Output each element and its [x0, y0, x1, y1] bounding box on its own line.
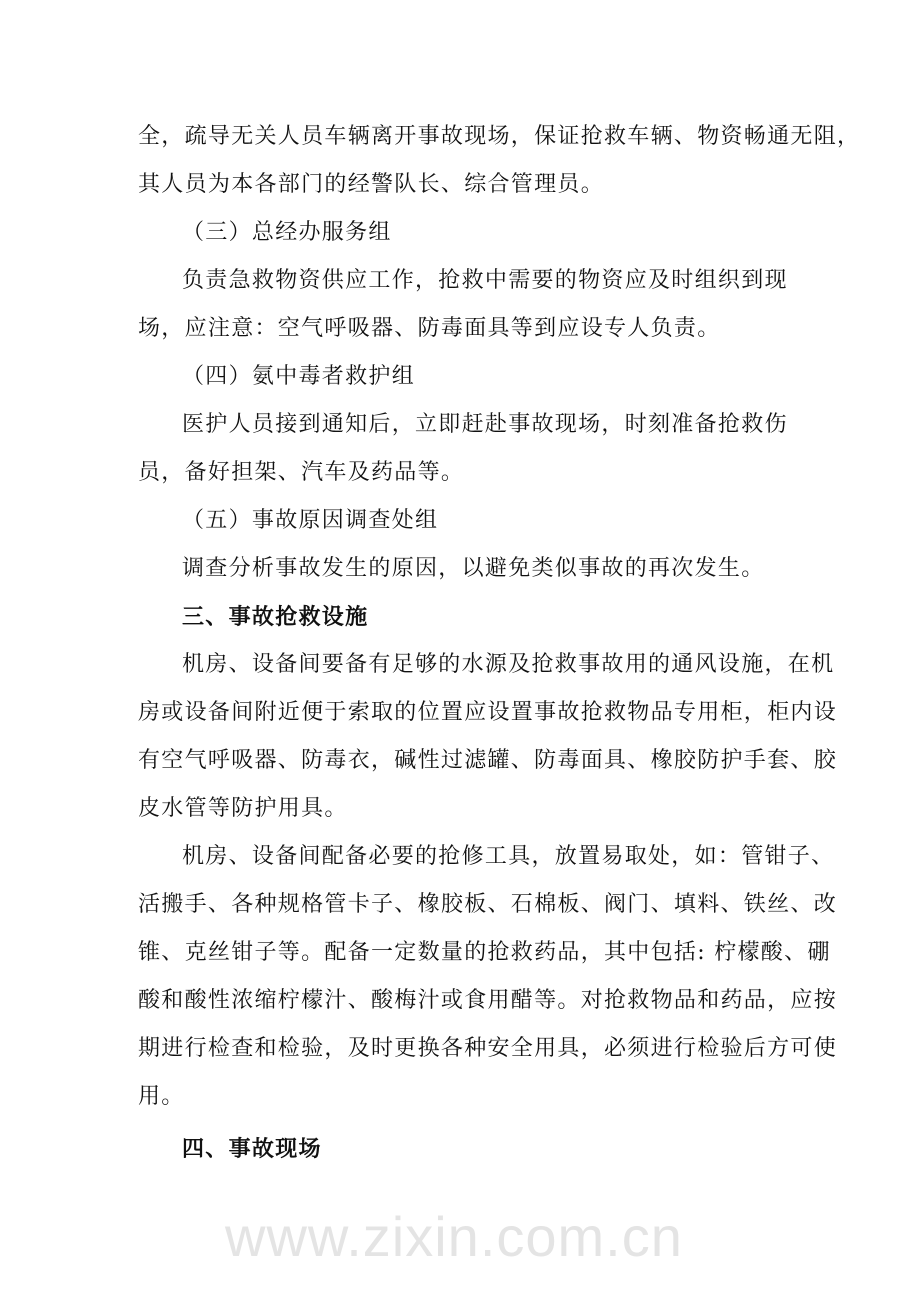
section-heading: 三、事故抢救设施 [182, 604, 369, 630]
paragraph-line: 有空气呼吸器、防毒衣，碱性过滤罐、防毒面具、橡胶防护手套、胶 [138, 748, 838, 773]
subsection-heading: （三）总经办服务组 [182, 220, 392, 245]
paragraph-line: 机房、设备间要备有足够的水源及抢救事故用的通风设施，在机 [182, 652, 835, 677]
paragraph-line: 全，疏导无关人员车辆离开事故现场，保证抢救车辆、物资畅通无阻， [138, 124, 861, 149]
document-page [138, 113, 861, 1173]
paragraph-line: 医护人员接到通知后，立即赶赴事故现场，时刻准备抢救伤 [182, 412, 788, 437]
paragraph-line: 调查分析事故发生的原因，以避免类似事故的再次发生。 [182, 556, 765, 581]
paragraph-line: 房或设备间附近便于索取的位置应设置事故抢救物品专用柜，柜内设 [138, 700, 838, 725]
paragraph-line: 皮水管等防护用具。 [138, 796, 348, 821]
paragraph-line: 机房、设备间配备必要的抢修工具，放置易取处，如：管钳子、 [182, 844, 835, 869]
paragraph-line: 期进行检查和检验，及时更换各种安全用具，必须进行检验后方可使 [138, 1036, 838, 1061]
paragraph-line: 负责急救物资供应工作，抢救中需要的物资应及时组织到现 [182, 268, 788, 293]
paragraph-line: 员，备好担架、汽车及药品等。 [138, 460, 465, 485]
paragraph-line: 用。 [138, 1084, 185, 1109]
paragraph-line: 锥、克丝钳子等。配备一定数量的抢救药品，其中包括: 柠檬酸、硼 [138, 940, 831, 965]
paragraph-line: 酸和酸性浓缩柠檬汁、酸梅汁或食用醋等。对抢救物品和药品，应按 [138, 988, 838, 1013]
subsection-heading: （四）氨中毒者救护组 [182, 364, 416, 389]
subsection-heading: （五）事故原因调查处组 [182, 508, 439, 533]
section-heading: 四、事故现场 [182, 1136, 322, 1162]
watermark: www.zixin.com.cn [225, 1205, 683, 1268]
paragraph-line: 活搬手、各种规格管卡子、橡胶板、石棉板、阀门、填料、铁丝、改 [138, 892, 838, 917]
paragraph-line: 场，应注意：空气呼吸器、防毒面具等到应设专人负责。 [138, 316, 721, 341]
paragraph-line: 其人员为本各部门的经警队长、综合管理员。 [138, 172, 605, 197]
